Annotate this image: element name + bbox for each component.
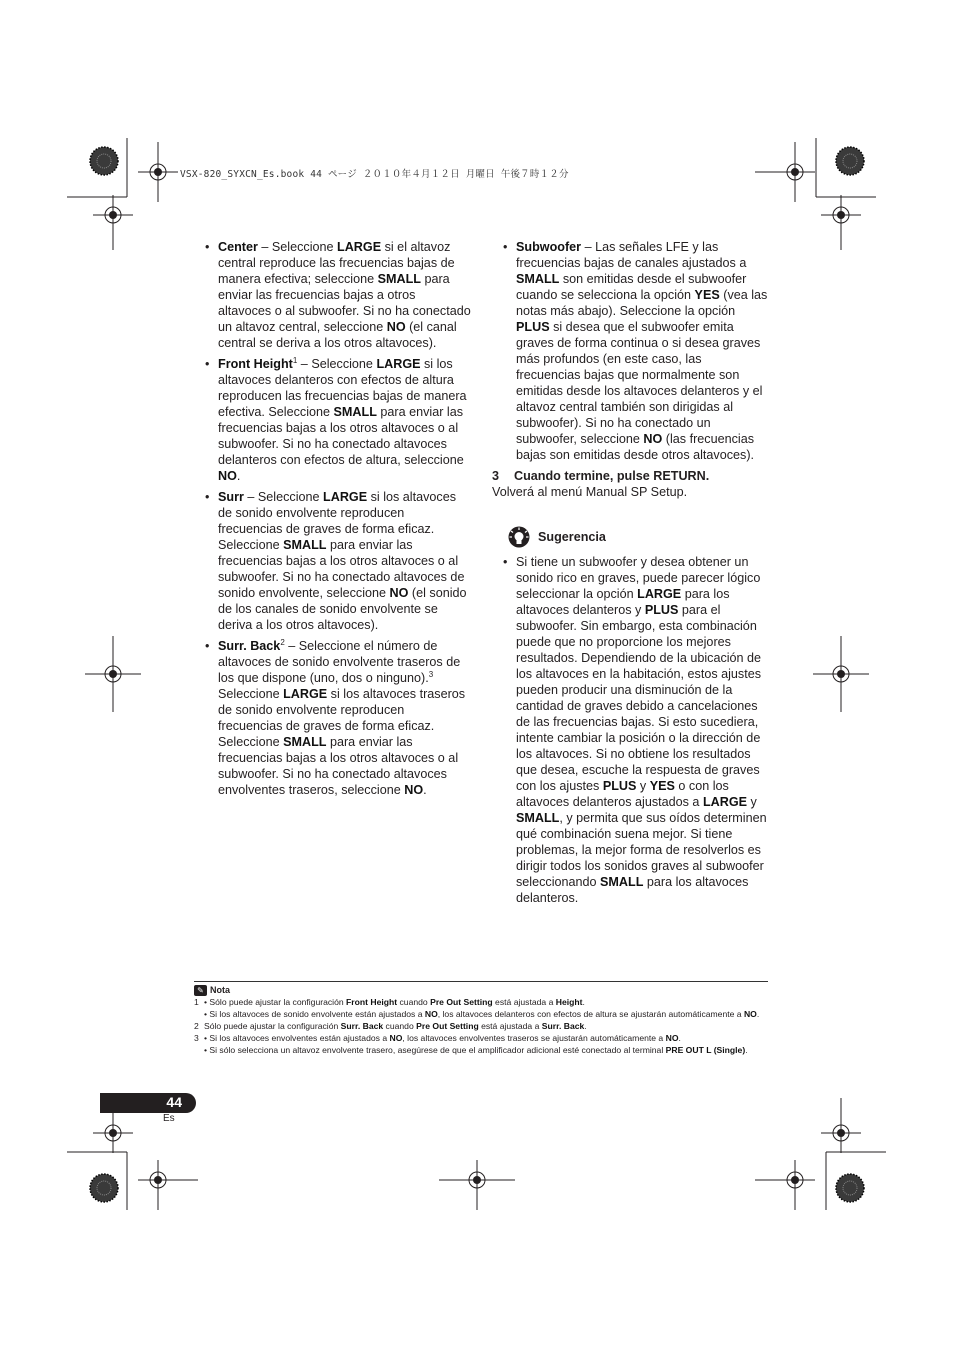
page-language: Es [163, 1113, 175, 1124]
term-subwoofer: Subwoofer [516, 240, 582, 254]
step-3-result: Volverá al menú Manual SP Setup. [492, 485, 688, 499]
footnote-2: 2 Sólo puede ajustar la configuración Surr. Back cuando Pre Out Setting está ajustada a Surr. Back. [194, 1021, 587, 1031]
footnotes [194, 981, 768, 1056]
step-3 [492, 468, 768, 484]
footnote-1b: • Si los altavoces de sonido envolvente están ajustados a NO, los altavoces delanteros con efectos de altura se ajustarán automáticamente a NO. [204, 1009, 760, 1019]
bullet-front-height: • Front Height$^1$ – Seleccione LARGE si los altavoces delanteros con efectos de altura reproducen las frecuencias bajas de manera efectiva. Seleccione SMALL para enviar las frecuencias bajas a los otros altavoces o al subwoofer. Si no ha conectado altavoces delanteros con efectos de altura, seleccione NO. [200, 356, 472, 484]
lightbulb-icon [508, 526, 530, 548]
page-number: 44 [166, 1094, 182, 1110]
footnote-3b: • Si sólo selecciona un altavoz envolvente trasero, asegúrese de que el amplificador adicional esté conectado al terminal PRE OUT L (Single). [204, 1045, 748, 1055]
right-column [492, 239, 768, 911]
page-number-badge [100, 1093, 196, 1113]
term-front-height: Front Height [218, 357, 293, 371]
term-surr-back: Surr. Back [218, 639, 281, 653]
tip-text: • Si tiene un subwoofer y desea obtener un sonido rico en graves, puede parecer lógico seleccionar la opción LARGE para los altavoces delanteros y PLUS para el subwoofer. Sin embargo, esta combinación puede que no proporcione los mejores resultados. Dependiendo de la ubicación de los altavoces en la habitación, estos ajustes pueden producir una disminución de la cantidad de graves debido a cancelaciones de las frecuencias bajas. Si esto sucediera, intente cambiar la posición o la dirección de los altavoces. Si no obtiene los resultados que desea, escuche la respuesta de graves con los ajustes PLUS y YES o con los altavoces delanteros ajustados a LARGE y SMALL, y permita que sus oídos determinen qué combinación suena mejor. Si tiene problemas, la mejor forma de resolverlos es dirigir todos los sonidos graves al subwoofer seleccionando SMALL para los altavoces delanteros. [498, 554, 768, 906]
tip-heading: Sugerencia [508, 526, 768, 548]
term-center: Center [218, 240, 258, 254]
footnote-3: 3 • Si los altavoces envolventes están ajustados a NO, los altavoces envolventes traseros se ajustarán automáticamente a NO. [194, 1033, 681, 1043]
step-number: 3 [492, 469, 500, 483]
bullet-surr: • Surr – Seleccione LARGE si los altavoces de sonido envolvente reproducen frecuencias de graves de forma eficaz. Seleccione SMALL para enviar las frecuencias bajas a los otros altavoces o al subwoofer. Si no ha conectado altavoces de sonido envolvente, seleccione NO (el sonido de los canales de sonido envolvente se deriva a los otros altavoces). [200, 489, 472, 633]
print-header: VSX-820_SYXCN_Es.book 44 ページ ２０１０年４月１２日 月曜日 午後７時１２分 [180, 169, 569, 180]
note-heading: ✎ Nota [194, 984, 768, 996]
step-text: Cuando termine, pulse RETURN. [514, 469, 710, 483]
footnote-1: 1 • Sólo puede ajustar la configuración Front Height cuando Pre Out Setting está ajustada a Height. [194, 997, 585, 1007]
left-column [200, 239, 472, 803]
bullet-surr-back: • Surr. Back$^2$ – Seleccione el número de altavoces de sonido envolvente traseros de los que dispone (uno, dos o ninguno).$^3$ Seleccione LARGE si los altavoces traseros de sonido envolvente reproducen frecuencias de graves de forma eficaz. Seleccione SMALL para enviar las frecuencias bajas a los otros altavoces o al subwoofer. Si no ha conectado altavoces envolventes traseros, seleccione NO. [200, 638, 472, 798]
pencil-icon: ✎ [194, 985, 207, 996]
term-surr: Surr [218, 490, 244, 504]
bullet-center: • Center – Seleccione LARGE si el altavoz central reproduce las frecuencias bajas de manera efectiva; seleccione SMALL para enviar las frecuencias bajas a otros altavoces o al subwoofer. Si no ha conectado un altavoz central, seleccione NO (el canal central se deriva a los otros altavoces). [200, 239, 472, 351]
bullet-subwoofer: • Subwoofer – Las señales LFE y las frecuencias bajas de canales ajustados a SMALL son emitidas desde el subwoofer cuando se selecciona la opción YES (vea las notas más abajo). Seleccione la opción PLUS si desea que el subwoofer emita graves de forma continua o si desea graves más profundos (en este caso, las frecuencias bajas que normalmente son emitidas desde los altavoces delanteros y el altavoz central también son dirigidas al subwoofer). Si no ha conectado un subwoofer, seleccione NO (las frecuencias bajas son emitidas desde otros altavoces). [498, 239, 768, 463]
